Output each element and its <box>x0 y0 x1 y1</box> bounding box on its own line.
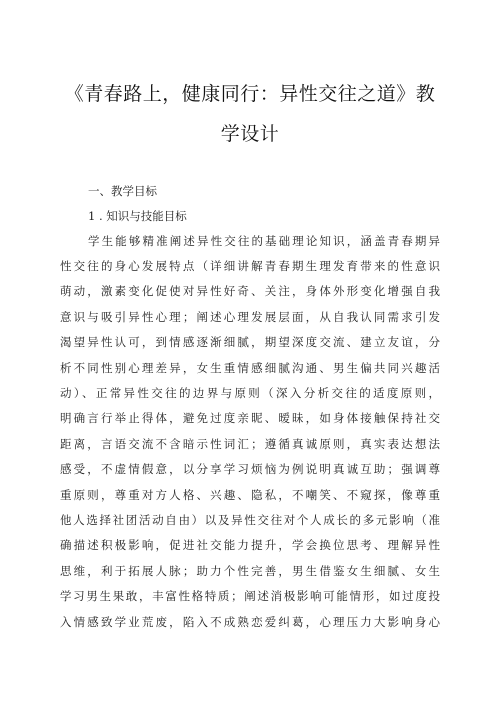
body-line: 性交往的身心发展特点（详细讲解青春期生理发育带来的性意识 <box>60 259 440 273</box>
body-line: 确描述积极影响，促进社交能力提升，学会换位思考、理解异性 <box>60 538 440 552</box>
body-line: 动）、正常异性交往的边界与原则（深入分析交往的适度原则， <box>60 386 440 400</box>
body-line: 渴望异性认可，到情感逐渐细腻，期望深度交流、建立友谊，分 <box>60 335 440 349</box>
body-line: 学习男生果敢，丰富性格特质；阐述消极影响可能情形，如过度投 <box>60 589 440 603</box>
section-heading: 一、教学目标 <box>88 184 157 198</box>
body-line: 他人选择社团活动自由）以及异性交往对个人成长的多元影响（准 <box>60 513 440 527</box>
body-line: 重原则，尊重对方人格、兴趣、隐私，不嘲笑、不窥探，像尊重 <box>60 488 440 502</box>
body-line: 意识与吸引异性心理；阐述心理发展层面，从自我认同需求引发 <box>60 310 440 324</box>
body-line: 学生能够精准阐述异性交往的基础理论知识，涵盖青春期异 <box>88 234 440 248</box>
body-line: 析不同性别心理差异，女生重情感细腻沟通、男生偏共同兴趣活 <box>60 361 440 375</box>
body-line: 思维，利于拓展人脉；助力个性完善，男生借鉴女生细腻、女生 <box>60 564 440 578</box>
body-line: 距离，言语交流不含暗示性词汇；遵循真诚原则，真实表达想法 <box>60 437 440 451</box>
subsection-heading: 1 . 知识与技能目标 <box>88 209 187 223</box>
body-line: 萌动，激素变化促使对异性好奇、关注，身体外形变化增强自我 <box>60 284 440 298</box>
document-title-line-2: 学设计 <box>220 123 280 145</box>
body-line: 明确言行举止得体，避免过度亲昵、暧昧，如身体接触保持社交 <box>60 411 440 425</box>
document-title-line-1: 《青春路上，健康同行：异性交往之道》教 <box>64 83 436 105</box>
body-line: 感受，不虚情假意，以分享学习烦恼为例说明真诚互助；强调尊 <box>60 462 440 476</box>
body-line: 入情感致学业荒废，陷入不成熟恋爱纠葛，心理压力大影响身心 <box>60 615 440 629</box>
